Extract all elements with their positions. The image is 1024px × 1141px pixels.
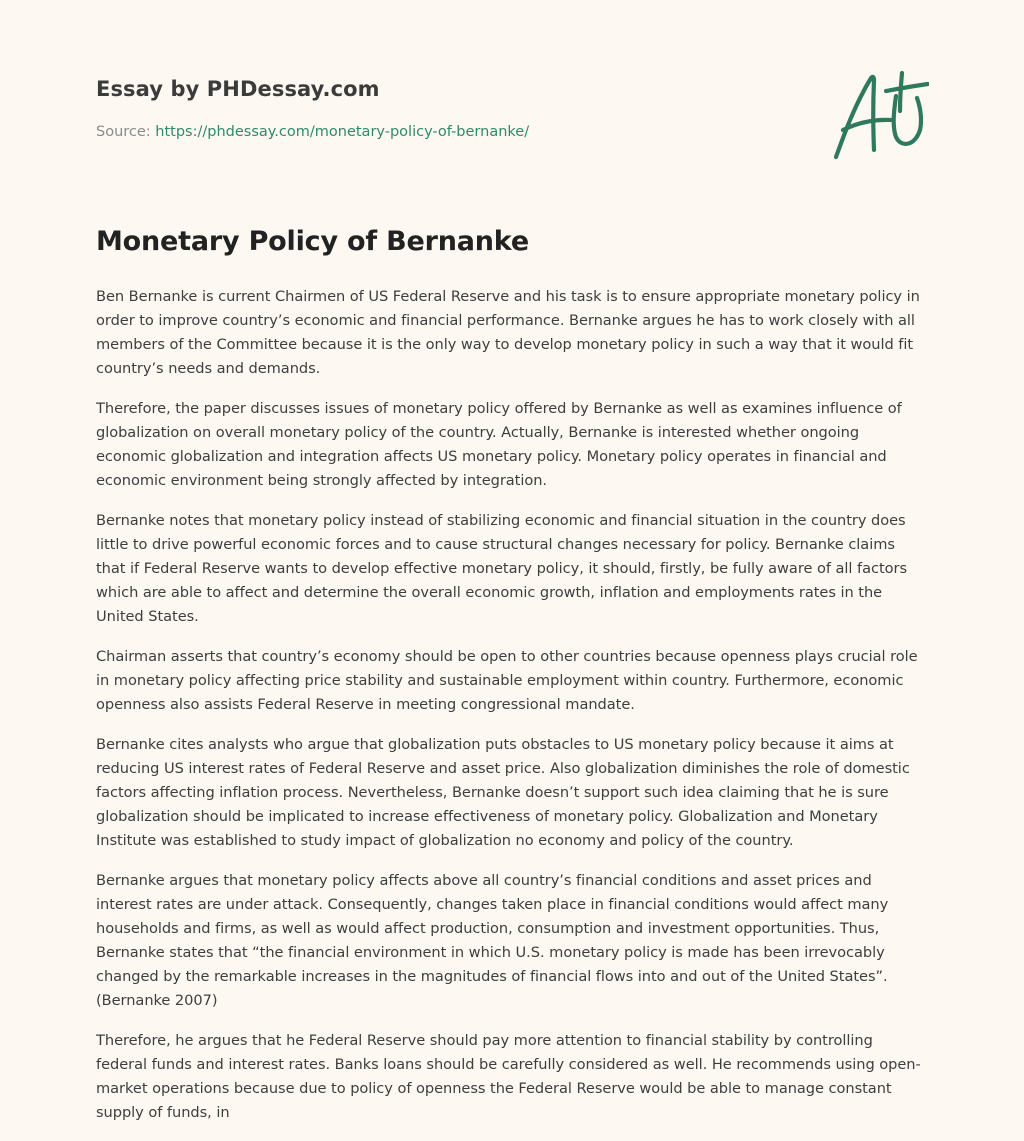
essay-paragraph: Bernanke notes that monetary policy instead of stabilizing economic and financial situation in the country does little to drive powerful economic forces and to cause structural changes necessary for policy. Bernanke claims that if Federal Reserve wants to develop effective monetary policy, it should, firstly, be fully aware of all factors which are able to affect and determine the overall economic growth, inflation and employments rates in the United States. (96, 512, 908, 625)
source-link[interactable]: https://phdessay.com/monetary-policy-of-bernanke/ (155, 124, 530, 140)
essay-paragraph: Bernanke argues that monetary policy affects above all country’s financial conditions and asset prices and interest rates are under attack. Consequently, changes taken place in financial conditions would affect many households and firms, as well as would affect production, consumption and investment opportunities. Thus, Bernanke states that “the financial environment in which U.S. monetary policy is made has been irrevocably changed by the remarkable increases in the magnitudes of financial flows into and out of the United States”. (Bernanke 2007) (96, 872, 889, 1009)
essay-paragraph: Ben Bernanke is current Chairmen of US Federal Reserve and his task is to ensure appropriate monetary policy in order to improve country’s economic and financial performance. Bernanke argues he has to work closely with all members of the Committee because it is the only way to develop monetary policy in such a way that it would fit country’s needs and demands. (96, 288, 920, 377)
essay-content (96, 285, 926, 1141)
source-label: Source: (96, 124, 156, 140)
essay-paragraph: Bernanke cites analysts who argue that globalization puts obstacles to US monetary policy because it aims at reducing US interest rates of Federal Reserve and asset price. Also globalization diminishes the role of domestic factors affecting inflation process. Nevertheless, Bernanke doesn’t support such idea claiming that he is sure globalization should be implicated to increase effectiveness of monetary policy. Globalization and Monetary Institute was established to study impact of globalization no economy and policy of the country. (96, 736, 910, 849)
a-plus-logo-icon (829, 68, 929, 164)
source-line (96, 124, 529, 140)
essay-title: Monetary Policy of Bernanke (96, 226, 529, 257)
essay-paragraph: Therefore, he argues that he Federal Reserve should pay more attention to financial stability by controlling federal funds and interest rates. Banks loans should be carefully considered as well. He recommends using open-market operations because due to policy of openness the Federal Reserve would be able to manage constant supply of funds, in (96, 1032, 921, 1121)
site-title: Essay by PHDessay.com (96, 77, 380, 101)
page-header (96, 0, 928, 200)
essay-paragraph: Chairman asserts that country’s economy should be open to other countries because openness plays crucial role in monetary policy affecting price stability and sustainable employment within country. Furthermore, economic openness also assists Federal Reserve in meeting congressional mandate. (96, 648, 918, 713)
essay-paragraph: Therefore, the paper discusses issues of monetary policy offered by Bernanke as well as examines influence of globalization on overall monetary policy of the country. Actually, Bernanke is interested whether ongoing economic globalization and integration affects US monetary policy. Monetary policy operates in financial and economic environment being strongly affected by integration. (96, 400, 902, 489)
